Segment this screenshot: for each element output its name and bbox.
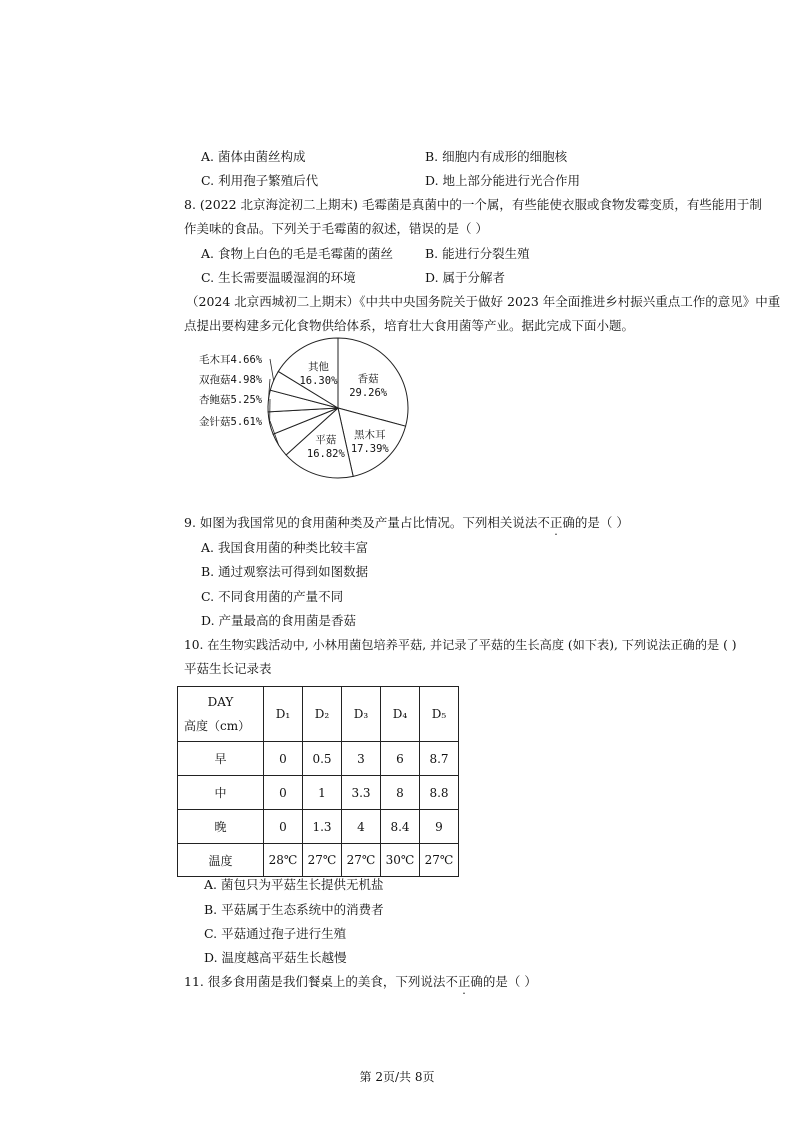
table-cell: 9 xyxy=(420,810,459,844)
pie-chart xyxy=(190,330,420,480)
q8-stem-line1: 8. (2022 北京海淀初二上期末) 毛霉菌是真菌中的一个属，有些能使衣服或食物发霉变质，有些能用于制 xyxy=(184,197,762,212)
q10-option-b: B. 平菇属于生态系统中的消费者 xyxy=(204,902,384,917)
table-cell: 8 xyxy=(381,776,420,810)
pie-slice-value: 16.30% xyxy=(299,375,338,388)
day-header: D₃ xyxy=(342,687,381,742)
pie-outside-label: 金针菇5.61% xyxy=(199,416,263,428)
day-header: D₅ xyxy=(420,687,459,742)
q8-option-d: D. 属于分解者 xyxy=(425,270,506,285)
table-cell: 3 xyxy=(342,742,381,776)
day-header: D₂ xyxy=(303,687,342,742)
table-cell: 28℃ xyxy=(264,844,303,877)
q11-stem-pre: 11. 很多食用菌是我们餐桌上的美食，下列说法 xyxy=(184,974,446,989)
q11-stem-post: 的是（ ） xyxy=(482,974,537,989)
q10-option-d: D. 温度越高平菇生长越慢 xyxy=(204,950,347,965)
pie-slice-name: 其他 xyxy=(307,361,329,374)
q9-stem xyxy=(184,514,629,532)
pie-slice-name: 黑木耳 xyxy=(354,429,386,442)
q7-option-c: C. 利用孢子繁殖后代 xyxy=(201,173,319,188)
q8-option-b: B. 能进行分裂生殖 xyxy=(425,246,530,261)
day-header: D₄ xyxy=(381,687,420,742)
growth-record-table xyxy=(177,686,459,877)
pie-outside-label: 毛木耳4.66% xyxy=(199,354,263,366)
q9-option-b: B. 通过观察法可得到如图数据 xyxy=(201,564,369,579)
q9-option-c: C. 不同食用菌的产量不同 xyxy=(201,589,344,604)
table-row xyxy=(178,810,459,844)
row-label: 中 xyxy=(178,776,264,810)
pie-leader-line xyxy=(270,359,274,381)
row-label: 温度 xyxy=(178,844,264,877)
table-corner-header xyxy=(178,687,264,742)
pie-slice-name: 香菇 xyxy=(357,372,379,385)
pie-slice-name: 平菇 xyxy=(315,434,337,447)
table-cell: 27℃ xyxy=(420,844,459,877)
q7-option-a: A. 菌体由菌丝构成 xyxy=(201,149,306,164)
table-cell: 0 xyxy=(264,742,303,776)
table-cell: 30℃ xyxy=(381,844,420,877)
intro-line1: （2024 北京西城初二上期末）《中共中央国务院关于做好 2023 年全面推进乡村振兴重点工作的意见》中重 xyxy=(186,294,781,309)
row-label: 早 xyxy=(178,742,264,776)
pie-outside-label: 双孢菇4.98% xyxy=(199,374,263,386)
page-footer: 第 2页/共 8页 xyxy=(359,1070,435,1084)
q7-option-b: B. 细胞内有成形的细胞核 xyxy=(425,149,568,164)
q9-stem-pre: 9. 如图为我国常见的食用菌种类及产量占比情况。下列相关说法 xyxy=(184,515,538,530)
q9-stem-emphasis: 不正确 xyxy=(537,515,575,530)
q7-option-d: D. 地上部分能进行光合作用 xyxy=(425,173,581,188)
table-header-row xyxy=(178,687,459,742)
table-row xyxy=(178,776,459,810)
q11-stem xyxy=(184,973,537,991)
table-cell: 8.8 xyxy=(420,776,459,810)
pie-slice-value: 17.39% xyxy=(350,443,389,456)
table-row xyxy=(178,844,459,877)
q9-option-a: A. 我国食用菌的种类比较丰富 xyxy=(201,540,368,555)
corner-day-label: DAY xyxy=(207,694,234,709)
table-row xyxy=(178,742,459,776)
table-cell: 0 xyxy=(264,776,303,810)
table-cell: 27℃ xyxy=(303,844,342,877)
table-cell: 0 xyxy=(264,810,303,844)
pie-slice-value: 16.82% xyxy=(306,448,345,461)
q9-option-d: D. 产量最高的食用菌是香菇 xyxy=(201,613,357,628)
q10-table-title: 平菇生长记录表 xyxy=(184,661,272,676)
q10-stem: 10. 在生物实践活动中, 小林用菌包培养平菇, 并记录了平菇的生长高度 (如下表), 下列说法正确的是 ( ) xyxy=(184,638,737,652)
table-cell: 1.3 xyxy=(303,810,342,844)
table-cell: 4 xyxy=(342,810,381,844)
q8-option-c: C. 生长需要温暖湿润的环境 xyxy=(201,270,356,285)
q8-option-a: A. 食物上白色的毛是毛霉菌的菌丝 xyxy=(201,246,393,261)
pie-outside-label: 杏鲍菇5.25% xyxy=(199,394,263,406)
table-cell: 0.5 xyxy=(303,742,342,776)
q10-option-a: A. 菌包只为平菇生长提供无机盐 xyxy=(204,877,384,892)
q8-stem-line2: 作美味的食品。下列关于毛霉菌的叙述，错误的是（ ） xyxy=(184,221,488,236)
intro-line2: 点提出要构建多元化食物供给体系，培育壮大食用菌等产业。据此完成下面小题。 xyxy=(184,318,635,333)
row-label: 晚 xyxy=(178,810,264,844)
table-cell: 8.7 xyxy=(420,742,459,776)
table-cell: 6 xyxy=(381,742,420,776)
pie-slice-value: 29.26% xyxy=(349,386,388,399)
q10-option-c: C. 平菇通过孢子进行生殖 xyxy=(204,926,347,941)
table-cell: 3.3 xyxy=(342,776,381,810)
q11-stem-emphasis: 不正确 xyxy=(445,974,483,989)
corner-height-label: 高度（cm） xyxy=(184,718,251,733)
day-header: D₁ xyxy=(264,687,303,742)
table-cell: 1 xyxy=(303,776,342,810)
q9-stem-post: 的是（ ） xyxy=(574,515,629,530)
table-cell: 8.4 xyxy=(381,810,420,844)
table-cell: 27℃ xyxy=(342,844,381,877)
